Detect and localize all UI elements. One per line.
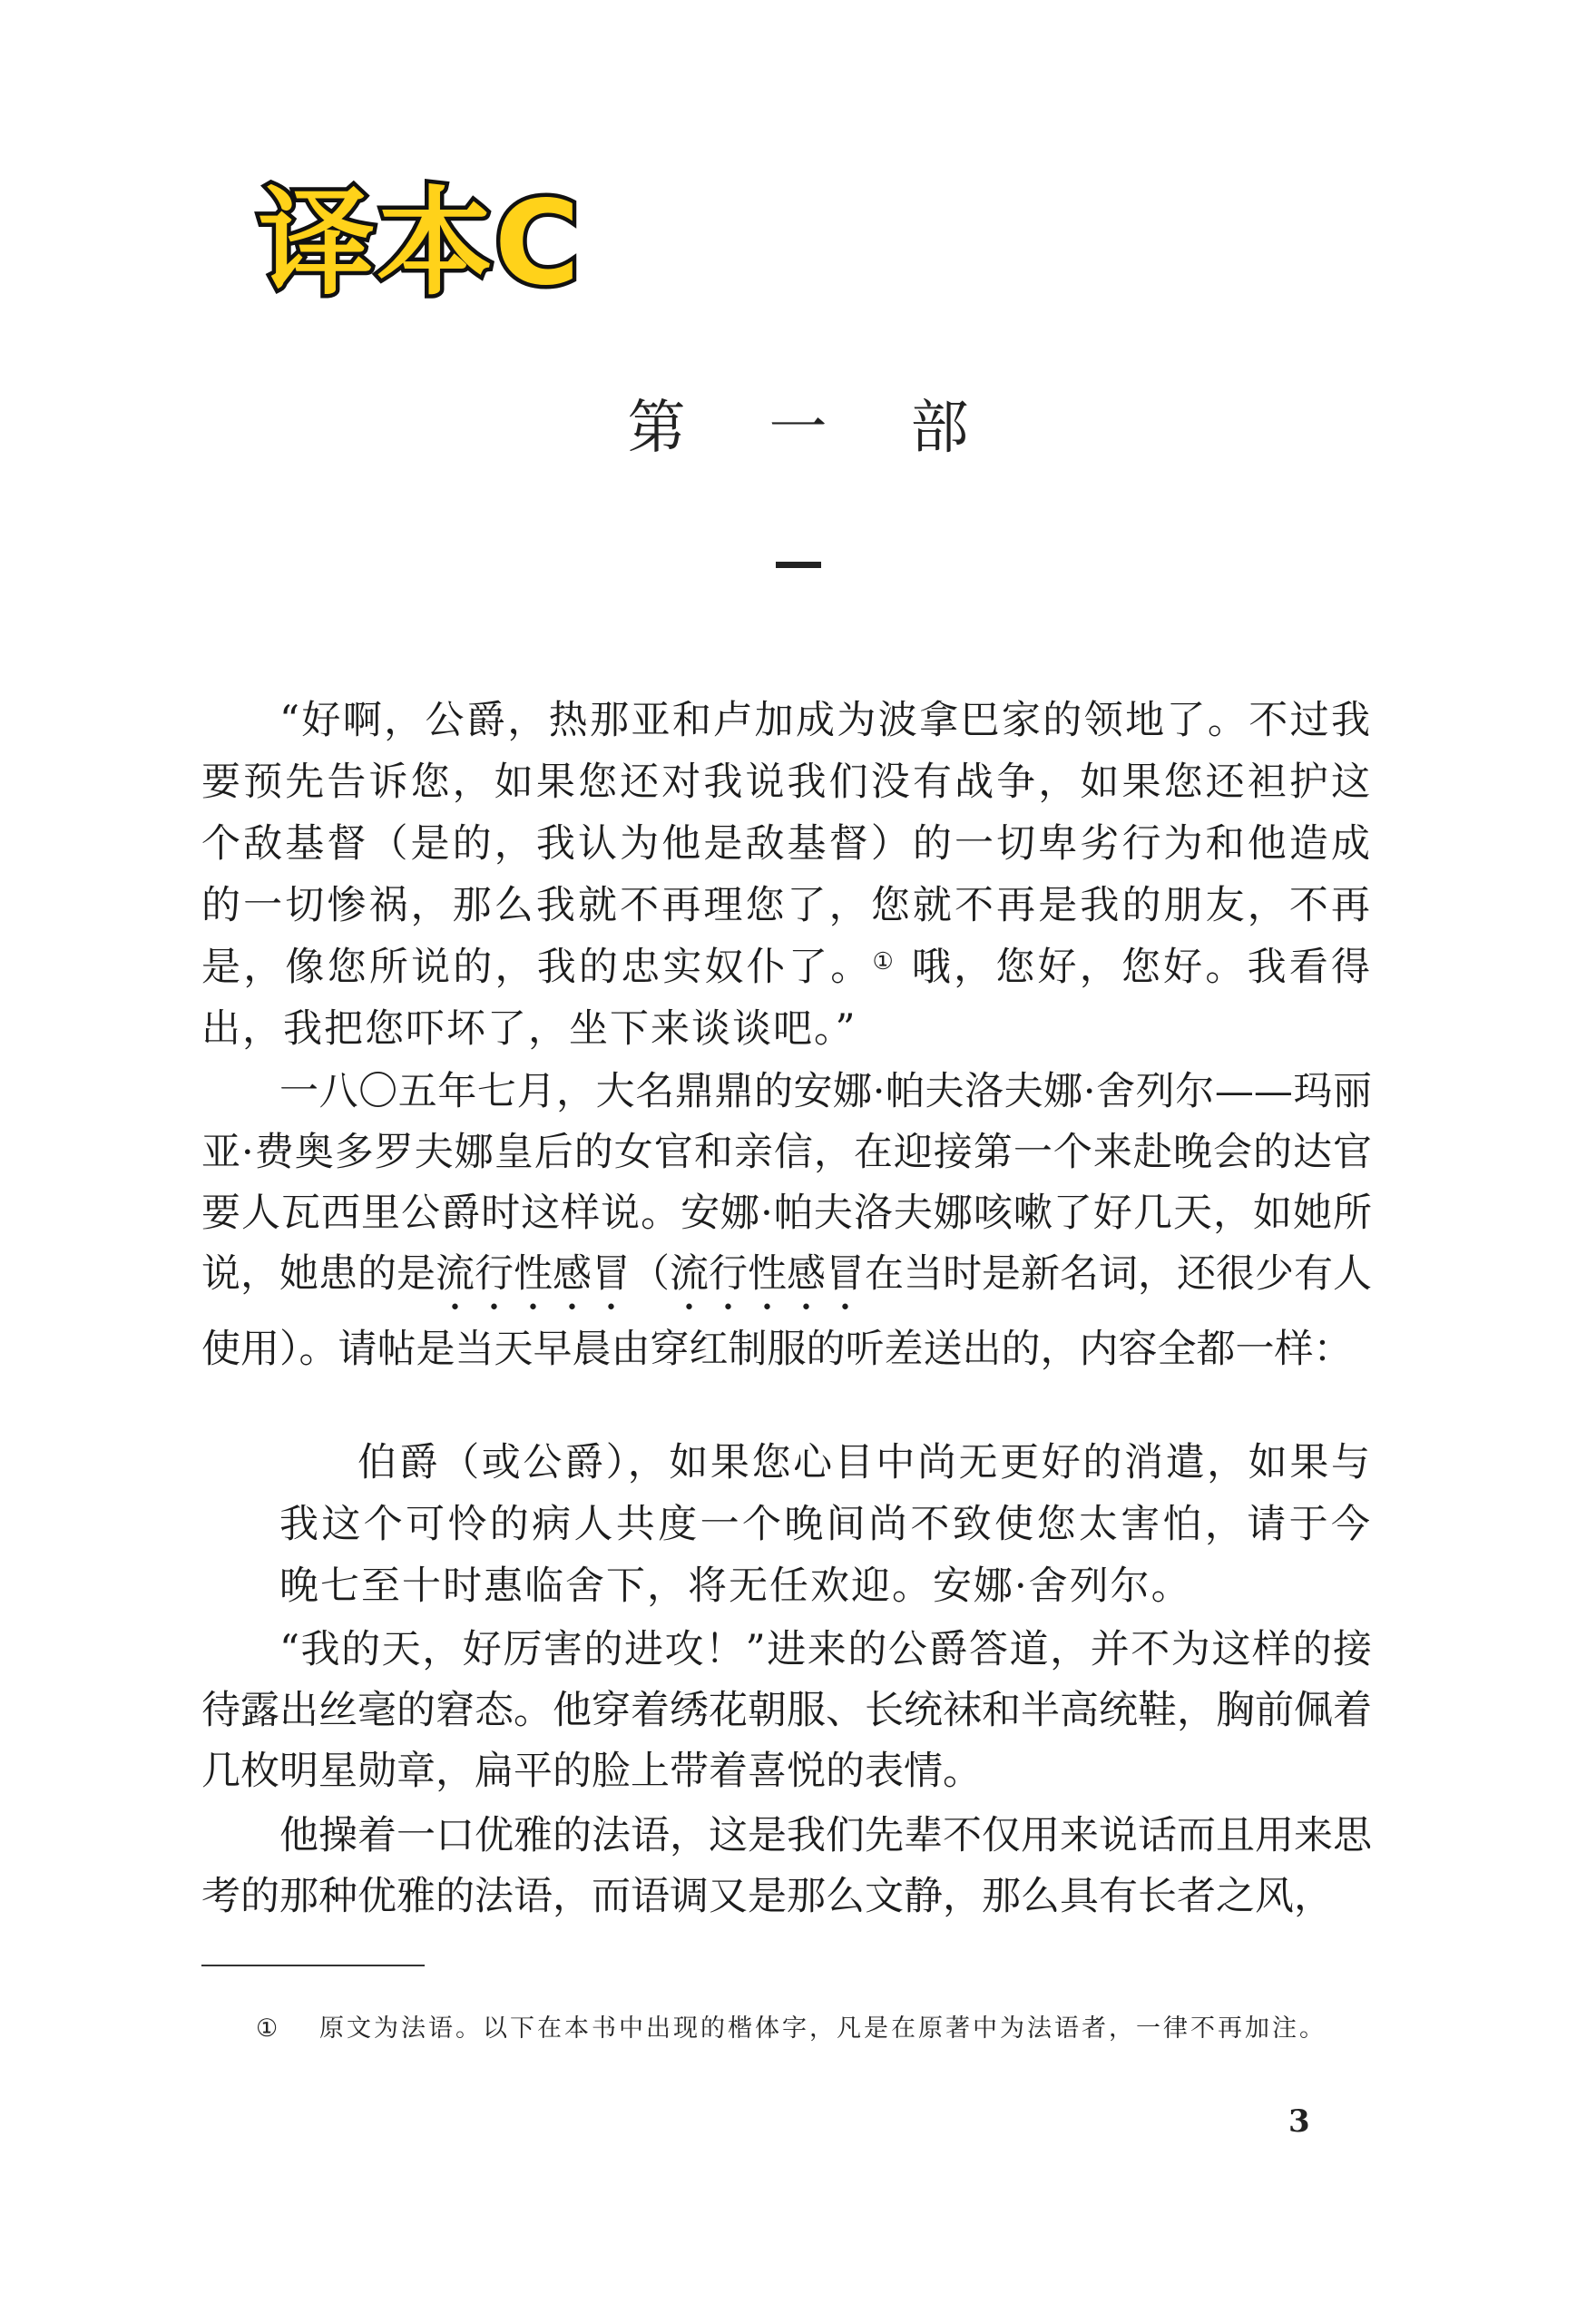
paragraph-prince-french: [201, 1806, 1372, 1927]
paragraph-text: 一八〇五年七月，大名鼎鼎的安娜·帕夫洛夫娜·舍列尔——玛丽亚·费奥多罗夫娜皇后的女官和亲信，在迎接第一个来赴晚会的达官要人瓦西里公爵时这样说。安娜·帕夫洛夫娜咳嗽了好几天，如她所说，她患的是: [201, 1069, 1372, 1297]
part-title-char: 一: [769, 395, 827, 462]
paragraph-text: “我的天，好厉害的进攻！”进来的公爵答道，并不为这样的接待露出丝毫的窘态。他穿着绣花朝服、长统袜和半高统鞋，胸前佩着几枚明星勋章，扁平的脸上带着喜悦的表情。: [201, 1627, 1372, 1794]
chapter-number: [0, 555, 1596, 573]
footnote-mark: ①: [256, 2014, 279, 2043]
paragraph-opening-speech: [201, 690, 1372, 1060]
paragraph-text: 哦，您好，您好。我看得出，我把您吓坏了，坐下来谈谈吧。”: [201, 945, 1373, 1052]
paragraph-text: 伯爵（或公爵），如果您心目中尚无更好的消遣，如果与我这个可怜的病人共度一个晚间尚不致使您太害怕，请于今晚七至十时惠临舍下，将无任欢迎。安娜·舍列尔。: [279, 1440, 1372, 1609]
emphasized-term: 流行性感冒: [436, 1251, 631, 1297]
part-title: [0, 395, 1596, 462]
paragraph-text: “好啊，公爵，热那亚和卢加成为波拿巴家的领地了。不过我要预先告诉您，如果您还对我说我们没有战争，如果您还袒护这个敌基督（是的，我认为他是敌基督）的一切卑劣行为和他造成的一切惨祸，那么我就不再理您了，您就不再是我的朋友，不再是，像您所说的，我的忠实奴仆了。: [201, 698, 1372, 990]
chapter-number-glyph: [776, 562, 821, 568]
footnote-text: 原文为法语。以下在本书中出现的楷体字，凡是在原著中为法语者，一律不再加注。: [319, 2014, 1327, 2043]
paragraph-text: 在当时是新名词，还很少有人使用）。请帖是当天早晨由穿红制服的听差送出的，内容全都一样：: [201, 1251, 1372, 1372]
invitation-text: [279, 1432, 1372, 1617]
emphasized-term: 流行性感冒: [670, 1251, 865, 1297]
paragraph-narration: [201, 1062, 1372, 1380]
footnote: [201, 2005, 1372, 2053]
paragraph-prince-reply: [201, 1620, 1372, 1802]
footnote-reference[interactable]: ①: [872, 948, 896, 975]
part-title-char: 第: [627, 395, 686, 462]
paragraph-text: （: [631, 1251, 670, 1297]
part-title-char: 部: [910, 395, 969, 462]
footnote-divider: [201, 1965, 425, 1966]
page-number: 3: [1288, 2103, 1310, 2140]
paragraph-text: 他操着一口优雅的法语，这是我们先辈不仅用来说话而且用来思考的那种优雅的法语，而语调又是那么文静，那么具有长者之风，: [201, 1813, 1372, 1919]
translation-badge: 译本C: [259, 176, 582, 311]
